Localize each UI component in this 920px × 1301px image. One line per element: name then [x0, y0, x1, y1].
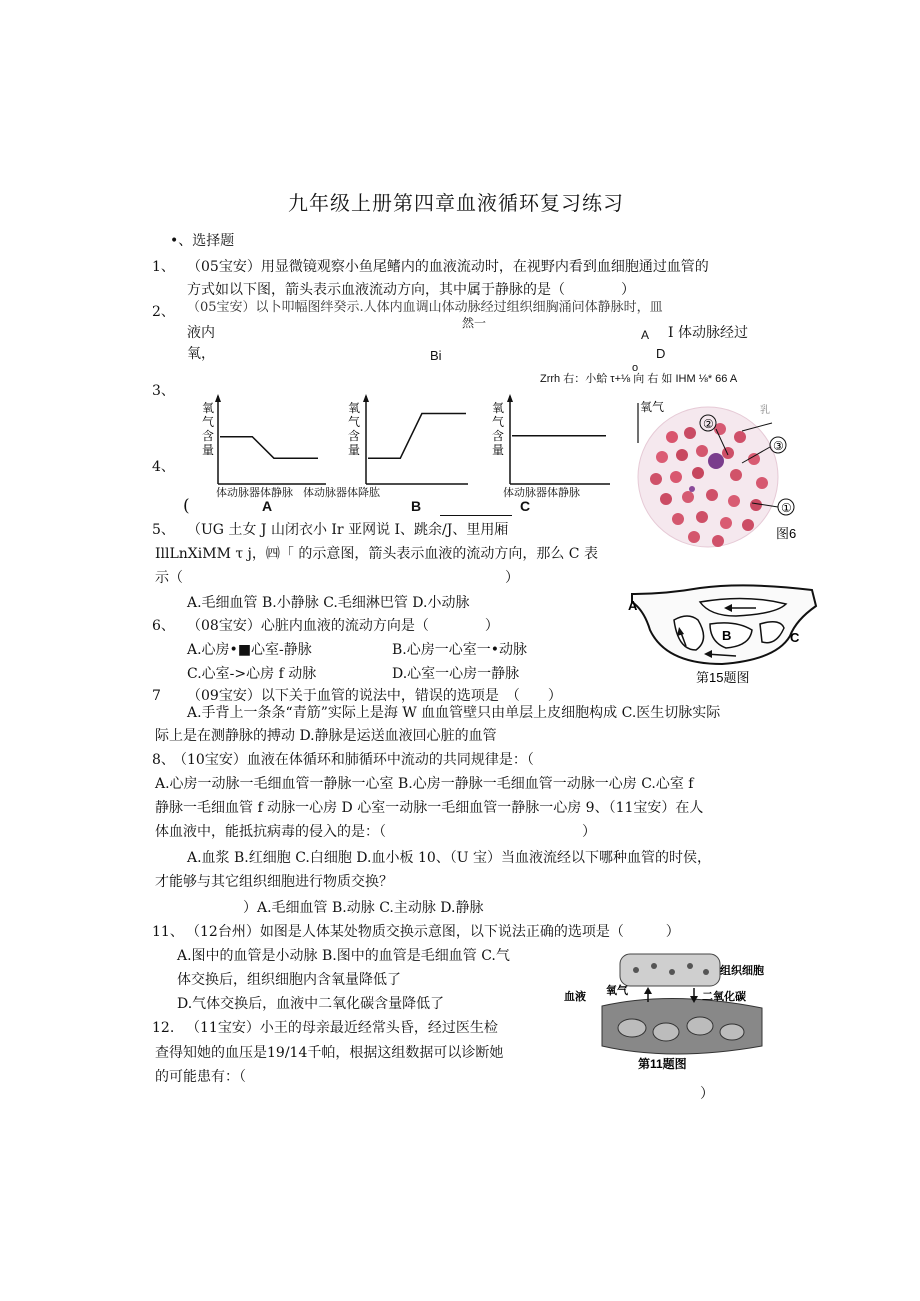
fig15-label-b: B: [722, 628, 732, 643]
q11-line2: 体交换后，组织细胞内含氧量降低了: [177, 972, 401, 988]
blood-smear-figure: [632, 393, 812, 563]
fig11-exchange-diagram: [562, 950, 774, 1072]
q10-stem: 才能够与其它组织细胞进行物质交换？: [155, 874, 393, 890]
q7-clipped-line: [150, 684, 650, 704]
q11-stem: （12台州）如图是人体某处物质交换示意图，以下说法正确的选项是（ ）: [186, 924, 680, 940]
q8-line1: A.心房一动脉一毛细血管一静脉一心室 B.心房一静脉一毛细血管一动脉一心房 C.心室 f: [155, 776, 694, 792]
q7-number: 7: [152, 688, 161, 704]
q5-line2: IllLnXiMM τ j，㈣「 的示意图，箭头表示血液的流动方向，那么 C 表: [155, 546, 598, 562]
graph-b-line: [368, 414, 466, 459]
white-blood-cell: [708, 453, 724, 469]
graph-a-xlabel: 体动脉器体静脉: [216, 486, 293, 499]
callout-3: ③: [773, 439, 784, 453]
q5-line3: 示（ ）: [155, 570, 519, 586]
q7-stem: （09宝安）以下关于血管的说法中，错误的选项是 （ ）: [187, 688, 562, 704]
fig11-oxygen-label: 氧气: [606, 985, 628, 997]
q11-line3: D.气体交换后，血液中二氧化碳含量降低了: [177, 996, 445, 1012]
graph-c-y-arrow: [507, 394, 513, 402]
q7-line1: A.手背上一条条“青筋”实际上是海 W 血血管壁只由单层上皮细胞构成 C.医生切脉实际: [187, 705, 721, 721]
q8-line2: 静脉一毛细血管 f 动脉一心房 D 心室一动脉一毛细血管一静脉一心房 9、（11宝安）在人: [155, 800, 704, 816]
graph-c-ylabel-0: 氧: [492, 401, 505, 415]
q6-stem: （08宝安）心脏内血液的流动方向是（ ）: [187, 618, 499, 634]
graph-b-xlabel: 体动脉器体降肱: [303, 486, 380, 499]
graph-a-letter: A: [262, 498, 273, 514]
q12-line1: （11宝安）小王的母亲最近经常头昏，经过医生检: [186, 1020, 498, 1036]
q6-option-d: D.心室一心房一静脉: [392, 666, 520, 682]
graph-b-ylabel-1: 气: [348, 415, 361, 429]
q2-number: 2、: [152, 304, 175, 320]
graph-c-ylabel-3: 量: [492, 443, 505, 457]
q6-option-a: A.心房•■心室-静脉: [187, 642, 312, 658]
callout-1: ①: [781, 501, 792, 515]
q4-number: 4、: [152, 459, 175, 475]
q2-fragment-d: D: [656, 346, 666, 361]
fig11-co2-label: 二氧化碳: [702, 991, 746, 1003]
platelet: [689, 486, 695, 492]
q5-number: 5、: [152, 522, 175, 538]
q10-options: ）A.毛细血管 B.动脉 C.主动脉 D.静脉: [243, 900, 484, 916]
q7-line2: 际上是在测静脉的搏动 D.静脉是运送血液回心脏的血管: [155, 728, 497, 744]
fig15-label-a: A: [628, 598, 638, 613]
q5-options: A.毛细血管 B.小静脉 C.毛细淋巴管 D.小动脉: [187, 595, 470, 611]
q2-fragment-ran: 然一: [462, 316, 487, 330]
q1-line2: 方式如以下图，箭头表示血液流动方向，其中属于静脉的是（ ）: [187, 282, 635, 298]
graph-a-ylabel-1: 气: [202, 415, 215, 429]
fig15-caption: 第15题图: [696, 670, 750, 685]
graph-c: [492, 394, 610, 484]
graph-b-ylabel-3: 量: [348, 443, 361, 457]
graph-a-ylabel-0: 氧: [202, 401, 215, 415]
graph-b-y-arrow: [363, 394, 369, 402]
q3-number: 3、: [152, 383, 175, 399]
q6-option-c: C.心室->心房 f 动脉: [187, 666, 317, 682]
q11-line1: A.图中的血管是小动脉 B.图中的血管是毛细血管 C.气: [177, 948, 510, 964]
q2-garbled-line: Zrrh 右：小蛤 τ+⅛ 向 右 如 IHM ⅛* 66 A: [540, 373, 738, 385]
fig11-blood-label: 血液: [564, 991, 586, 1003]
q11-number: 11、: [152, 924, 184, 940]
graph-b-ylabel-2: 含: [348, 429, 361, 443]
q2-fragment-o: o: [632, 362, 639, 374]
q6-number: 6、: [152, 618, 175, 634]
q8-line3: 体血液中，能抵抗病毒的侵入的是：（ ）: [155, 824, 596, 840]
q12-number: 12.: [152, 1020, 175, 1036]
q2-fragment-tidongmai: I 体动脉经过: [668, 325, 748, 341]
q5-line1: （UG 土女 J 山闭衣小 Ir 亚网说 I、跳余/J、里用厢: [187, 522, 509, 538]
graph-b-underline: [440, 515, 512, 516]
section-heading: •、选择题: [170, 233, 235, 249]
graph-c-xlabel: 体动脉器体静脉: [503, 486, 580, 499]
graph-c-letter: C: [520, 498, 531, 514]
fig15-diagram: [626, 580, 822, 690]
q6-option-b: B.心房一心室一•动脉: [392, 642, 527, 658]
fig6-partial-ylabel: 氧气: [640, 400, 665, 414]
graph-a-y-arrow: [215, 394, 221, 402]
graph-c-ylabel-2: 含: [492, 429, 505, 443]
q2-line1: （05宝安）以卜叩幅图绊癸示.人体内血调山体动脉经过组织细胸涌问体静脉时，皿: [187, 300, 663, 315]
q1-number: 1、: [152, 259, 175, 275]
q8-number: 8、: [152, 752, 175, 768]
q2-fragment-a: A: [641, 328, 650, 342]
q12-line3: 的可能患有：（: [155, 1069, 246, 1085]
q12-line2: 查得知她的血压是19/14千帕，根据这组数据可以诊断她: [155, 1045, 504, 1061]
fig11-tissue-label: 组织细胞: [720, 965, 764, 977]
fig11-caption: 第11题图: [638, 1057, 687, 1071]
graph-a: [202, 394, 326, 484]
graph-c-ylabel-1: 气: [492, 415, 505, 429]
q1-line1: （05宝安）用显微镜观察小鱼尾鳍内的血液流动时，在视野内看到血细胞通过血管的: [187, 259, 709, 275]
q2-fragment-bi: Bi: [430, 348, 442, 363]
q9-options-line: A.血浆 B.红细胞 C.白细胞 D.血小板 10、（U 宝）当血液流经以下哪种血管的时侯，: [187, 850, 712, 866]
q8-stem: （10宝安）血液在体循环和肺循环中流动的共同规律是：（: [173, 752, 534, 768]
q4-paren: (: [183, 496, 190, 516]
page-title: 九年级上册第四章血液循环复习练习: [288, 191, 624, 215]
graph-b: [348, 394, 468, 484]
q12-close-paren: ）: [700, 1086, 714, 1102]
graph-a-ylabel-2: 含: [202, 429, 215, 443]
graph-a-ylabel-3: 量: [202, 443, 215, 457]
graph-b-letter: B: [411, 498, 422, 514]
graph-a-line: [220, 437, 318, 459]
q2-line3: 氧，: [187, 346, 215, 362]
q2-line2: 液内: [187, 325, 215, 341]
graph-b-ylabel-0: 氧: [348, 401, 361, 415]
fig6-label: 图6: [776, 526, 797, 541]
fig6-corner-mark: 乳: [760, 405, 770, 416]
callout-2: ②: [703, 417, 714, 431]
fig15-label-c: C: [790, 630, 800, 645]
